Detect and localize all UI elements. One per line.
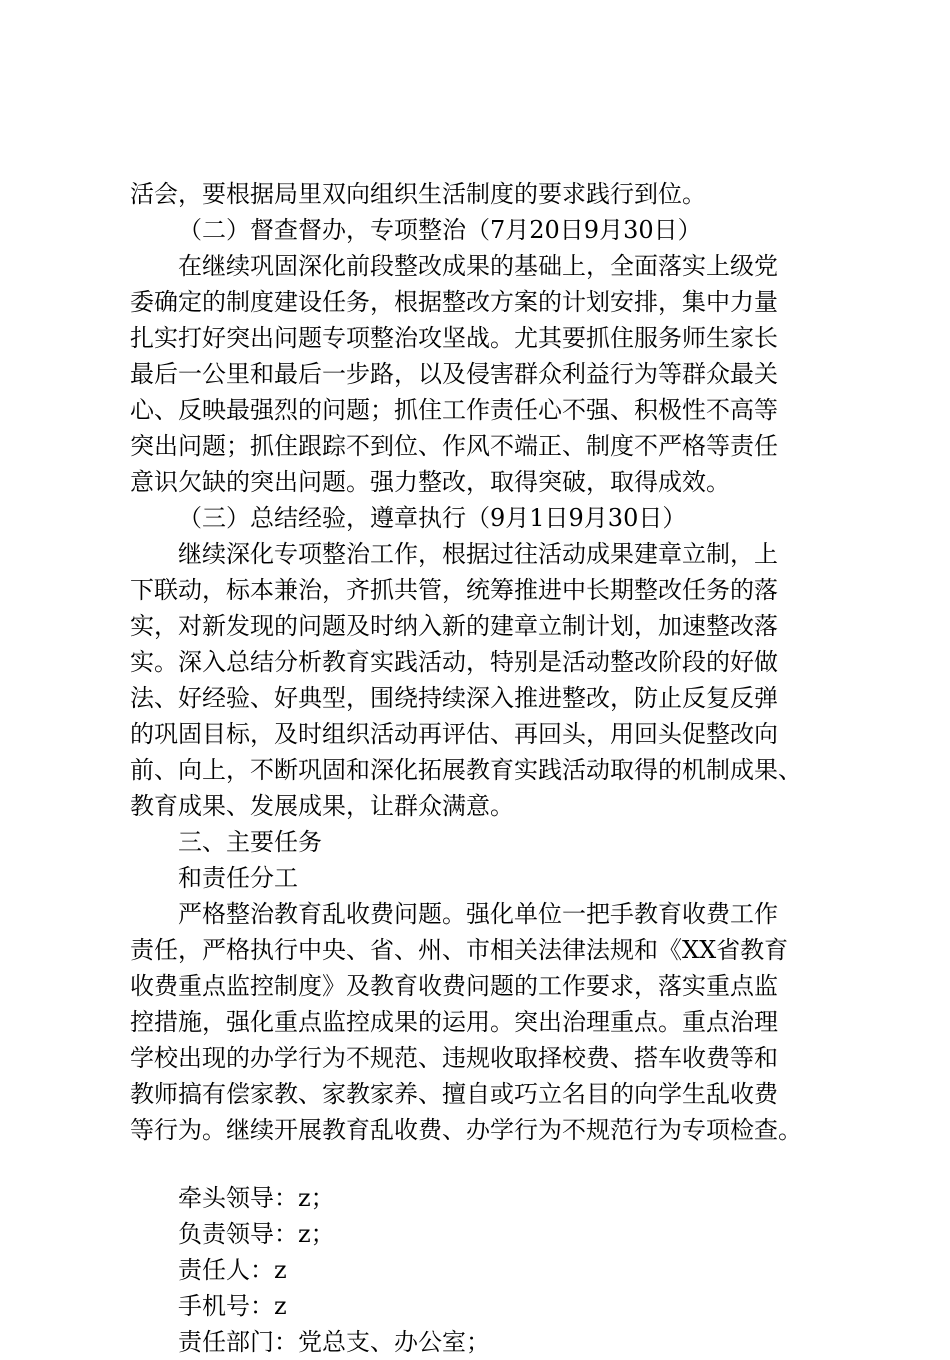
paragraph-line: 严格整治教育乱收费问题。强化单位一把手教育收费工作 <box>178 900 778 928</box>
lead-leader-field: 牵头领导：z； <box>178 1184 335 1212</box>
paragraph-line: 收费重点监控制度》及教育收费问题的工作要求，落实重点监 <box>130 972 778 1000</box>
paragraph-line: 继续深化专项整治工作，根据过往活动成果建章立制，上 <box>178 540 778 568</box>
paragraph-line: 控措施，强化重点监控成果的运用。突出治理重点。重点治理 <box>130 1008 778 1036</box>
paragraph-line: 等行为。继续开展教育乱收费、办学行为不规范行为专项检查。 <box>130 1116 802 1144</box>
responsible-leader-field: 负责领导：z； <box>178 1220 335 1248</box>
paragraph-line: 学校出现的办学行为不规范、违规收取择校费、搭车收费等和 <box>130 1044 778 1072</box>
paragraph-line: 在继续巩固深化前段整改成果的基础上，全面落实上级党 <box>178 252 778 280</box>
phone-number-field: 手机号：z <box>178 1292 287 1320</box>
paragraph-line: 实，对新发现的问题及时纳入新的建章立制计划，加速整改落 <box>130 612 778 640</box>
paragraph-line: 心、反映最强烈的问题；抓住工作责任心不强、积极性不高等 <box>130 396 778 424</box>
paragraph-line: 实。深入总结分析教育实践活动，特别是活动整改阶段的好做 <box>130 648 778 676</box>
responsible-person-field: 责任人：z <box>178 1256 287 1284</box>
paragraph-line: 意识欠缺的突出问题。强力整改，取得突破，取得成效。 <box>130 468 730 496</box>
paragraph-line: 教育成果、发展成果，让群众满意。 <box>130 792 514 820</box>
section-heading: （三）总结经验，遵章执行（9月1日9月30日） <box>178 504 687 532</box>
paragraph-line: 教师搞有偿家教、家教家养、擅自或巧立名目的向学生乱收费 <box>130 1080 778 1108</box>
paragraph-line: 前、向上，不断巩固和深化拓展教育实践活动取得的机制成果、 <box>130 756 802 784</box>
responsible-department-field: 责任部门：党总支、办公室； <box>178 1328 490 1356</box>
section-heading: 和责任分工 <box>178 864 298 892</box>
paragraph-line: 活会，要根据局里双向组织生活制度的要求践行到位。 <box>130 180 706 208</box>
paragraph-line: 委确定的制度建设任务，根据整改方案的计划安排，集中力量 <box>130 288 778 316</box>
paragraph-line: 最后一公里和最后一步路，以及侵害群众利益行为等群众最关 <box>130 360 778 388</box>
paragraph-line: 突出问题；抓住跟踪不到位、作风不端正、制度不严格等责任 <box>130 432 778 460</box>
section-heading: 三、主要任务 <box>178 828 322 856</box>
paragraph-line: 责任，严格执行中央、省、州、市相关法律法规和《XX省教育 <box>130 936 789 964</box>
paragraph-line: 下联动，标本兼治，齐抓共管，统筹推进中长期整改任务的落 <box>130 576 778 604</box>
section-heading: （二）督查督办，专项整治（7月20日9月30日） <box>178 216 702 244</box>
paragraph-line: 的巩固目标，及时组织活动再评估、再回头，用回头促整改向 <box>130 720 778 748</box>
paragraph-line: 扎实打好突出问题专项整治攻坚战。尤其要抓住服务师生家长 <box>130 324 778 352</box>
paragraph-line: 法、好经验、好典型，围绕持续深入推进整改，防止反复反弹 <box>130 684 778 712</box>
